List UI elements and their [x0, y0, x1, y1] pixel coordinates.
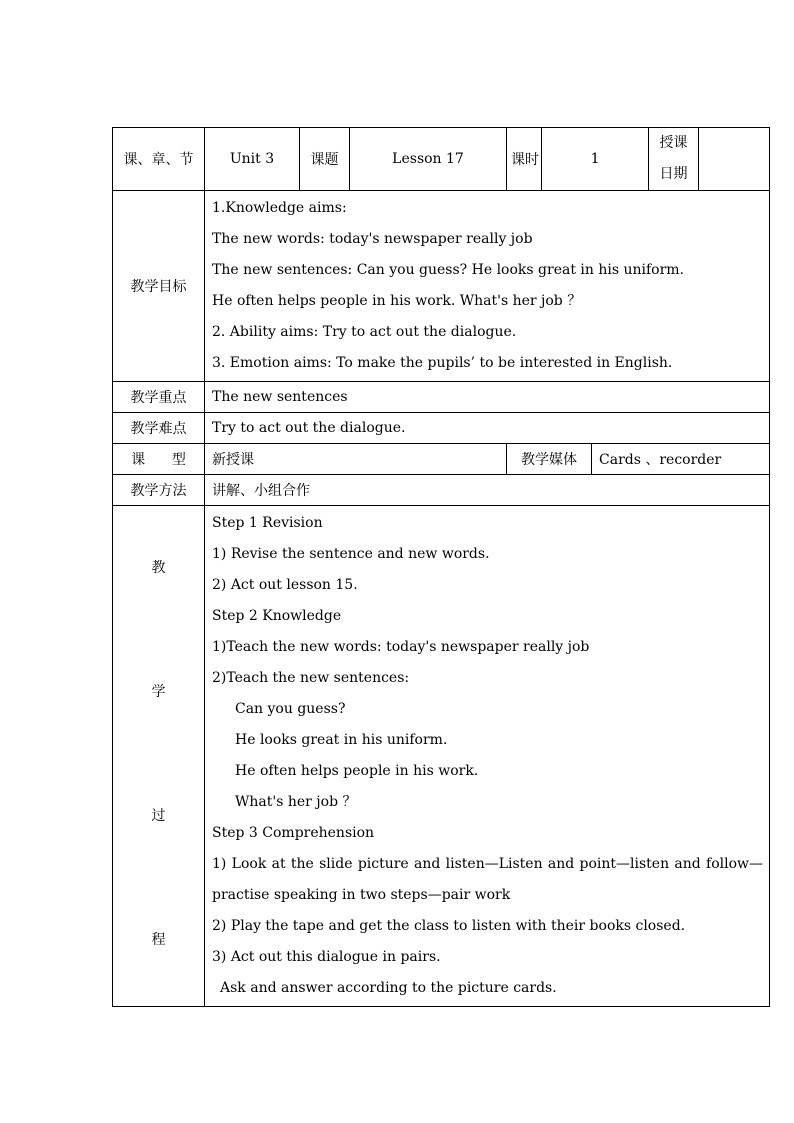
objective-line: 2. Ability aims: Try to act out the dialogue. [212, 324, 517, 340]
objective-line: The new words: today's newspaper really job [212, 231, 533, 247]
difficulties-value: Try to act out the dialogue. [205, 413, 770, 444]
media-value: Cards 、recorder [592, 444, 770, 475]
media-label: 教学媒体 [507, 444, 592, 475]
process-label-char: 程 [151, 932, 166, 948]
objective-line: The new sentences: Can you guess? He looks great in his uniform. [212, 262, 685, 278]
difficulties-label: 教学难点 [113, 413, 205, 444]
objective-line: 3. Emotion aims: To make the pupils’ to be interested in English. [212, 355, 673, 371]
lesson-type-value: 新授课 [205, 444, 507, 475]
key-points-label: 教学重点 [113, 382, 205, 413]
process-row [113, 506, 770, 1007]
unit-value: Unit 3 [205, 128, 300, 191]
methods-row [113, 475, 770, 506]
process-label-char: 教 [151, 560, 166, 576]
objective-line: 1.Knowledge aims: [212, 200, 347, 216]
process-line: 2)Teach the new sentences: [212, 670, 410, 686]
process-line: 1) Revise the sentence and new words. [212, 546, 490, 562]
process-line: Can you guess? [235, 701, 346, 717]
date-value [699, 128, 770, 191]
process-line: 3) Act out this dialogue in pairs. [212, 949, 441, 965]
period-label: 课时 [507, 128, 542, 191]
topic-value: Lesson 17 [350, 128, 507, 191]
objective-line: He often helps people in his work. What's her job ？ [212, 293, 582, 309]
methods-label: 教学方法 [113, 475, 205, 506]
process-line: 1) Look at the slide picture and listen—Listen and point—listen and follow— [212, 856, 764, 872]
process-line: 2) Play the tape and get the class to listen with their books closed. [212, 918, 686, 934]
process-line: He looks great in his uniform. [235, 732, 448, 748]
process-line: What's her job ？ [235, 794, 357, 810]
process-content [205, 506, 770, 1007]
lesson-type-row [113, 444, 770, 475]
process-line: 2) Act out lesson 15. [212, 577, 358, 593]
unit-label: 课、章、节 [113, 128, 205, 191]
date-label-line-2: 日期 [659, 166, 688, 182]
objectives-content [205, 191, 770, 382]
header-row [113, 128, 770, 191]
lesson-type-label: 课 型 [113, 444, 205, 475]
process-line: Step 1 Revision [212, 515, 323, 531]
date-label-line-1: 授课 [659, 135, 688, 151]
process-line: practise speaking in two steps—pair work [212, 887, 511, 903]
key-points-value: The new sentences [205, 382, 770, 413]
process-line: 1)Teach the new words: today's newspaper really job [212, 639, 590, 655]
methods-value: 讲解、小组合作 [205, 475, 770, 506]
key-points-row [113, 382, 770, 413]
process-line: He often helps people in his work. [235, 763, 479, 779]
process-label-char: 过 [151, 808, 166, 824]
date-label [649, 128, 699, 191]
objectives-row [113, 191, 770, 382]
process-line: Step 2 Knowledge [212, 608, 342, 624]
process-line: Step 3 Comprehension [212, 825, 375, 841]
lesson-plan-table [112, 127, 770, 1007]
process-label [113, 506, 205, 1007]
process-label-char: 学 [151, 684, 166, 700]
process-line: Ask and answer according to the picture cards. [220, 980, 557, 996]
objectives-label: 教学目标 [113, 191, 205, 382]
period-value: 1 [542, 128, 649, 191]
difficulties-row [113, 413, 770, 444]
topic-label: 课题 [300, 128, 350, 191]
